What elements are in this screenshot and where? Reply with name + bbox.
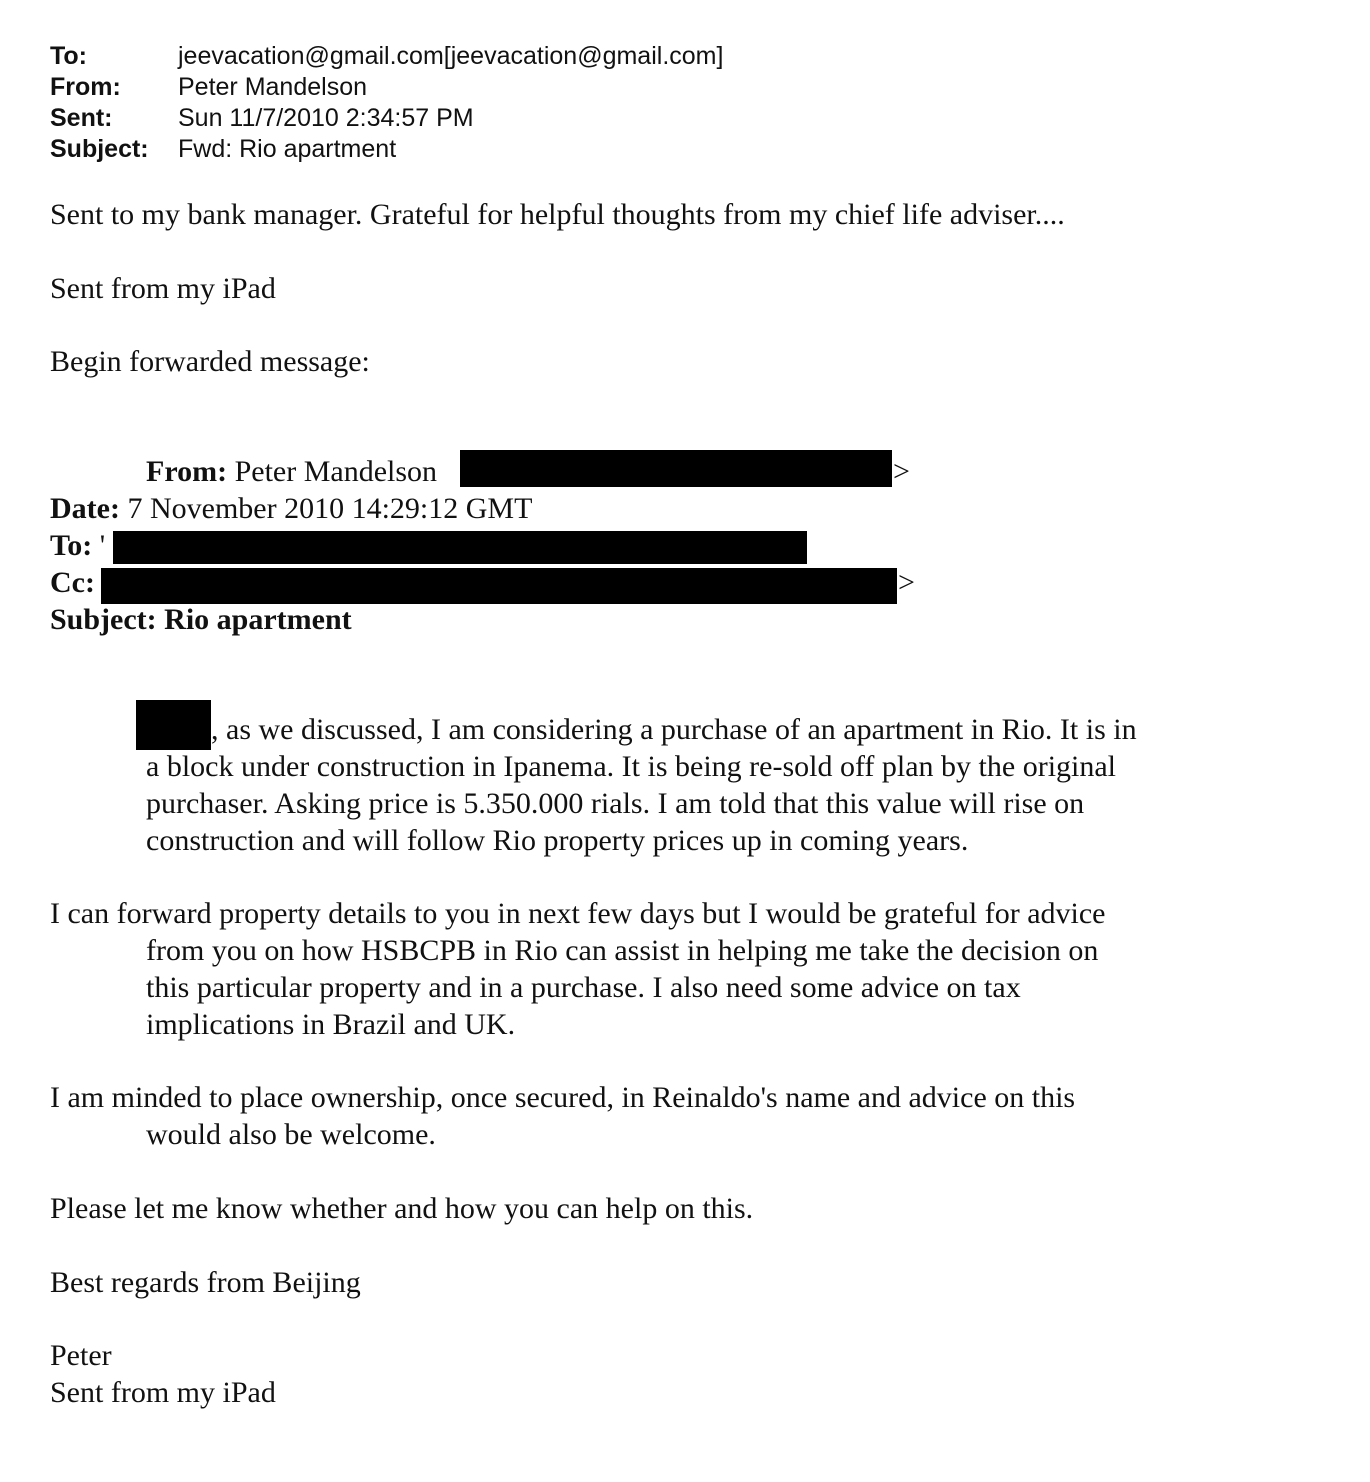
redaction-cc-address	[101, 568, 897, 604]
fwd-subject-label: Subject:	[50, 603, 157, 636]
redaction-to-address	[113, 531, 807, 564]
sender-name: Peter	[50, 1339, 112, 1372]
outer-subject-label: Subject:	[50, 135, 149, 163]
fwd-cc-row	[50, 564, 95, 601]
body-paragraph-2	[50, 895, 1105, 1043]
outer-subject-value: Fwd: Rio apartment	[178, 135, 397, 163]
fwd-date-value: 7 November 2010 14:29:12 GMT	[127, 492, 533, 525]
fwd-subject-value: Rio apartment	[164, 603, 352, 636]
body-p2-line: I can forward property details to you in next few days but I would be grateful for advice	[50, 897, 1106, 930]
outer-body-line: Sent to my bank manager. Grateful for helpful thoughts from my chief life adviser....	[50, 198, 1065, 231]
outer-to-label: To:	[50, 42, 88, 70]
outer-from-label: From:	[50, 73, 121, 101]
body-p1-line: construction and will follow Rio property prices up in coming years.	[146, 824, 969, 857]
body-p2-line: implications in Brazil and UK.	[146, 1008, 516, 1041]
outer-signature: Sent from my iPad	[50, 272, 276, 305]
redaction-from-email	[460, 450, 892, 487]
closing-line: Best regards from Beijing	[50, 1266, 361, 1299]
fwd-cc-suffix: >	[898, 566, 915, 599]
body-p2-line: from you on how HSBCPB in Rio can assist in helping me take the decision on	[146, 934, 1099, 967]
outer-from-value: Peter Mandelson	[178, 73, 368, 101]
fwd-from-value: Peter Mandelson	[234, 455, 438, 488]
fwd-subject-row	[50, 601, 352, 638]
outer-to-value: jeevacation@gmail.com[jeevacation@gmail.com]	[178, 42, 724, 70]
fwd-date-label: Date:	[50, 492, 120, 525]
fwd-cc-label: Cc:	[50, 566, 95, 599]
body-p1-line: purchaser. Asking price is 5.350.000 rials. I am told that this value will rise on	[146, 787, 1085, 820]
body-p3-line: would also be welcome.	[146, 1118, 436, 1151]
body-paragraph-1	[146, 711, 1137, 859]
fwd-to-prefix: '	[99, 529, 106, 562]
body-paragraph-3	[50, 1079, 1075, 1153]
body-p3-line: I am minded to place ownership, once secured, in Reinaldo's name and advice on this	[50, 1081, 1076, 1114]
fwd-from-suffix: >	[893, 455, 910, 488]
body-paragraph-4: Please let me know whether and how you can help on this.	[50, 1192, 754, 1225]
fwd-to-row	[50, 527, 105, 564]
fwd-from-label: From:	[146, 455, 228, 488]
body-p2-line: this particular property and in a purchase. I also need some advice on tax	[146, 971, 1021, 1004]
outer-sent-value: Sun 11/7/2010 2:34:57 PM	[178, 104, 474, 132]
fwd-to-label: To:	[50, 529, 93, 562]
fwd-from-row	[146, 453, 437, 490]
fwd-signature: Sent from my iPad	[50, 1376, 276, 1409]
body-p1-line: , as we discussed, I am considering a purchase of an apartment in Rio. It is in	[211, 713, 1137, 746]
forward-intro: Begin forwarded message:	[50, 345, 370, 378]
body-p1-line: a block under construction in Ipanema. It is being re-sold off plan by the original	[146, 750, 1117, 783]
fwd-date-row	[50, 490, 532, 527]
outer-sent-label: Sent:	[50, 104, 113, 132]
